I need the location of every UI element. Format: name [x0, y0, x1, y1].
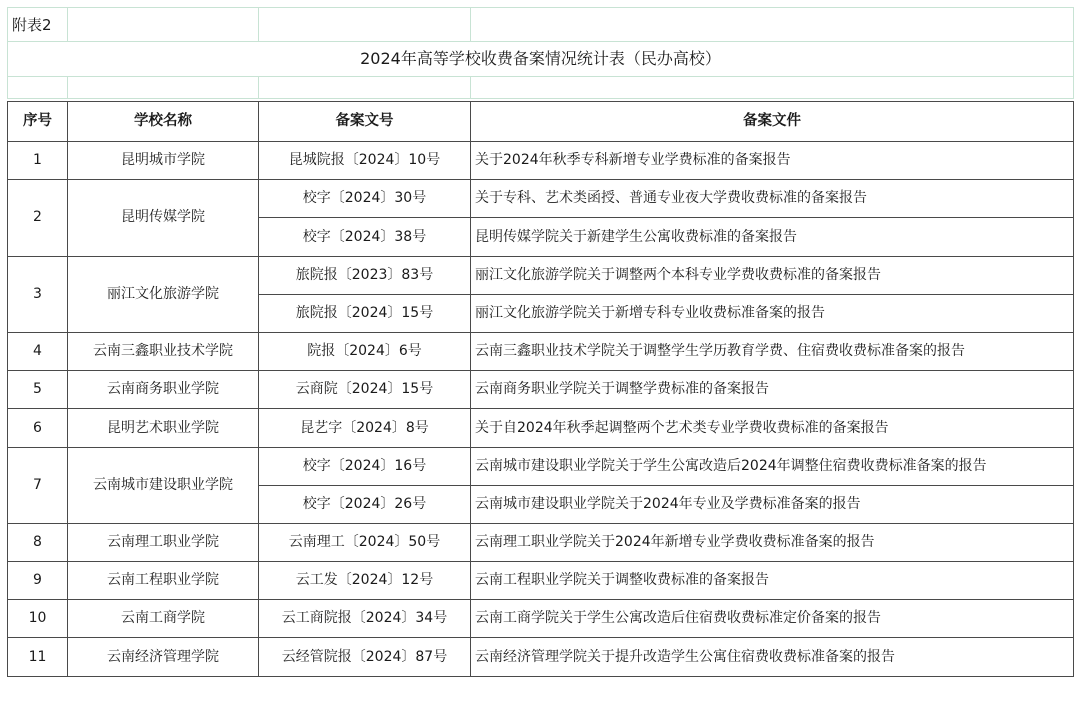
table-row — [8, 523, 1074, 561]
cell-doc-file: 云南工程职业学院关于调整收费标准的备案报告 — [471, 562, 1074, 600]
table-row — [8, 142, 1074, 180]
cell-school-name: 云南经济管理学院 — [68, 638, 259, 676]
cell-doc-number: 校字〔2024〕26号 — [259, 485, 471, 523]
cell-seq: 8 — [8, 523, 68, 561]
column-header-doc-no: 备案文号 — [259, 102, 471, 142]
cell-doc-file: 关于专科、艺术类函授、普通专业夜大学费收费标准的备案报告 — [471, 180, 1074, 218]
cell-school-name: 云南商务职业学院 — [68, 371, 259, 409]
cell-doc-number: 旅院报〔2023〕83号 — [259, 256, 471, 294]
cell-doc-number: 云工发〔2024〕12号 — [259, 562, 471, 600]
cell-doc-file: 丽江文化旅游学院关于调整两个本科专业学费收费标准的备案报告 — [471, 256, 1074, 294]
table-row — [8, 447, 1074, 485]
fee-filing-table — [7, 101, 1074, 677]
cell-school-name: 昆明艺术职业学院 — [68, 409, 259, 447]
empty-cell — [68, 77, 259, 99]
empty-cell — [68, 8, 259, 42]
cell-seq: 10 — [8, 600, 68, 638]
cell-doc-number: 云经管院报〔2024〕87号 — [259, 638, 471, 676]
cell-doc-file: 云南工商学院关于学生公寓改造后住宿费收费标准定价备案的报告 — [471, 600, 1074, 638]
attachment-label: 附表2 — [8, 8, 68, 42]
cell-doc-number: 云南理工〔2024〕50号 — [259, 523, 471, 561]
cell-school-name: 云南理工职业学院 — [68, 523, 259, 561]
page-title: 2024年高等学校收费备案情况统计表（民办高校） — [8, 42, 1074, 77]
cell-school-name: 丽江文化旅游学院 — [68, 256, 259, 332]
column-header-seq: 序号 — [8, 102, 68, 142]
cell-doc-number: 校字〔2024〕38号 — [259, 218, 471, 256]
table-row — [8, 562, 1074, 600]
table-row — [8, 638, 1074, 676]
empty-cell — [259, 8, 471, 42]
cell-doc-number: 院报〔2024〕6号 — [259, 332, 471, 370]
cell-doc-file: 云南城市建设职业学院关于2024年专业及学费标准备案的报告 — [471, 485, 1074, 523]
empty-cell — [259, 77, 471, 99]
cell-doc-file: 关于2024年秋季专科新增专业学费标准的备案报告 — [471, 142, 1074, 180]
cell-school-name: 昆明城市学院 — [68, 142, 259, 180]
cell-doc-file: 云南三鑫职业技术学院关于调整学生学历教育学费、住宿费收费标准备案的报告 — [471, 332, 1074, 370]
cell-doc-file: 关于自2024年秋季起调整两个艺术类专业学费收费标准的备案报告 — [471, 409, 1074, 447]
cell-school-name: 昆明传媒学院 — [68, 180, 259, 256]
cell-seq: 4 — [8, 332, 68, 370]
cell-doc-number: 校字〔2024〕30号 — [259, 180, 471, 218]
cell-doc-file: 云南理工职业学院关于2024年新增专业学费收费标准备案的报告 — [471, 523, 1074, 561]
cell-doc-number: 昆城院报〔2024〕10号 — [259, 142, 471, 180]
empty-cell — [8, 77, 68, 99]
cell-seq: 3 — [8, 256, 68, 332]
cell-seq: 2 — [8, 180, 68, 256]
cell-seq: 6 — [8, 409, 68, 447]
empty-cell — [471, 8, 1074, 42]
table-row — [8, 332, 1074, 370]
column-header-doc-file: 备案文件 — [471, 102, 1074, 142]
cell-school-name: 云南三鑫职业技术学院 — [68, 332, 259, 370]
table-header-row — [8, 102, 1074, 142]
cell-seq: 7 — [8, 447, 68, 523]
cell-school-name: 云南工商学院 — [68, 600, 259, 638]
cell-school-name: 云南城市建设职业学院 — [68, 447, 259, 523]
table-row — [8, 371, 1074, 409]
cell-school-name: 云南工程职业学院 — [68, 562, 259, 600]
cell-doc-file: 云南经济管理学院关于提升改造学生公寓住宿费收费标准备案的报告 — [471, 638, 1074, 676]
cell-doc-number: 云工商院报〔2024〕34号 — [259, 600, 471, 638]
cell-seq: 9 — [8, 562, 68, 600]
column-header-school: 学校名称 — [68, 102, 259, 142]
cell-doc-file: 昆明传媒学院关于新建学生公寓收费标准的备案报告 — [471, 218, 1074, 256]
table-row — [8, 256, 1074, 294]
header-area — [7, 7, 1074, 99]
table-row — [8, 600, 1074, 638]
cell-doc-number: 旅院报〔2024〕15号 — [259, 294, 471, 332]
table-row — [8, 180, 1074, 218]
cell-seq: 11 — [8, 638, 68, 676]
cell-seq: 1 — [8, 142, 68, 180]
cell-doc-number: 校字〔2024〕16号 — [259, 447, 471, 485]
cell-doc-number: 云商院〔2024〕15号 — [259, 371, 471, 409]
cell-doc-file: 丽江文化旅游学院关于新增专科专业收费标准备案的报告 — [471, 294, 1074, 332]
empty-cell — [471, 77, 1074, 99]
cell-seq: 5 — [8, 371, 68, 409]
cell-doc-file: 云南城市建设职业学院关于学生公寓改造后2024年调整住宿费收费标准备案的报告 — [471, 447, 1074, 485]
table-row — [8, 409, 1074, 447]
cell-doc-number: 昆艺字〔2024〕8号 — [259, 409, 471, 447]
cell-doc-file: 云南商务职业学院关于调整学费标准的备案报告 — [471, 371, 1074, 409]
